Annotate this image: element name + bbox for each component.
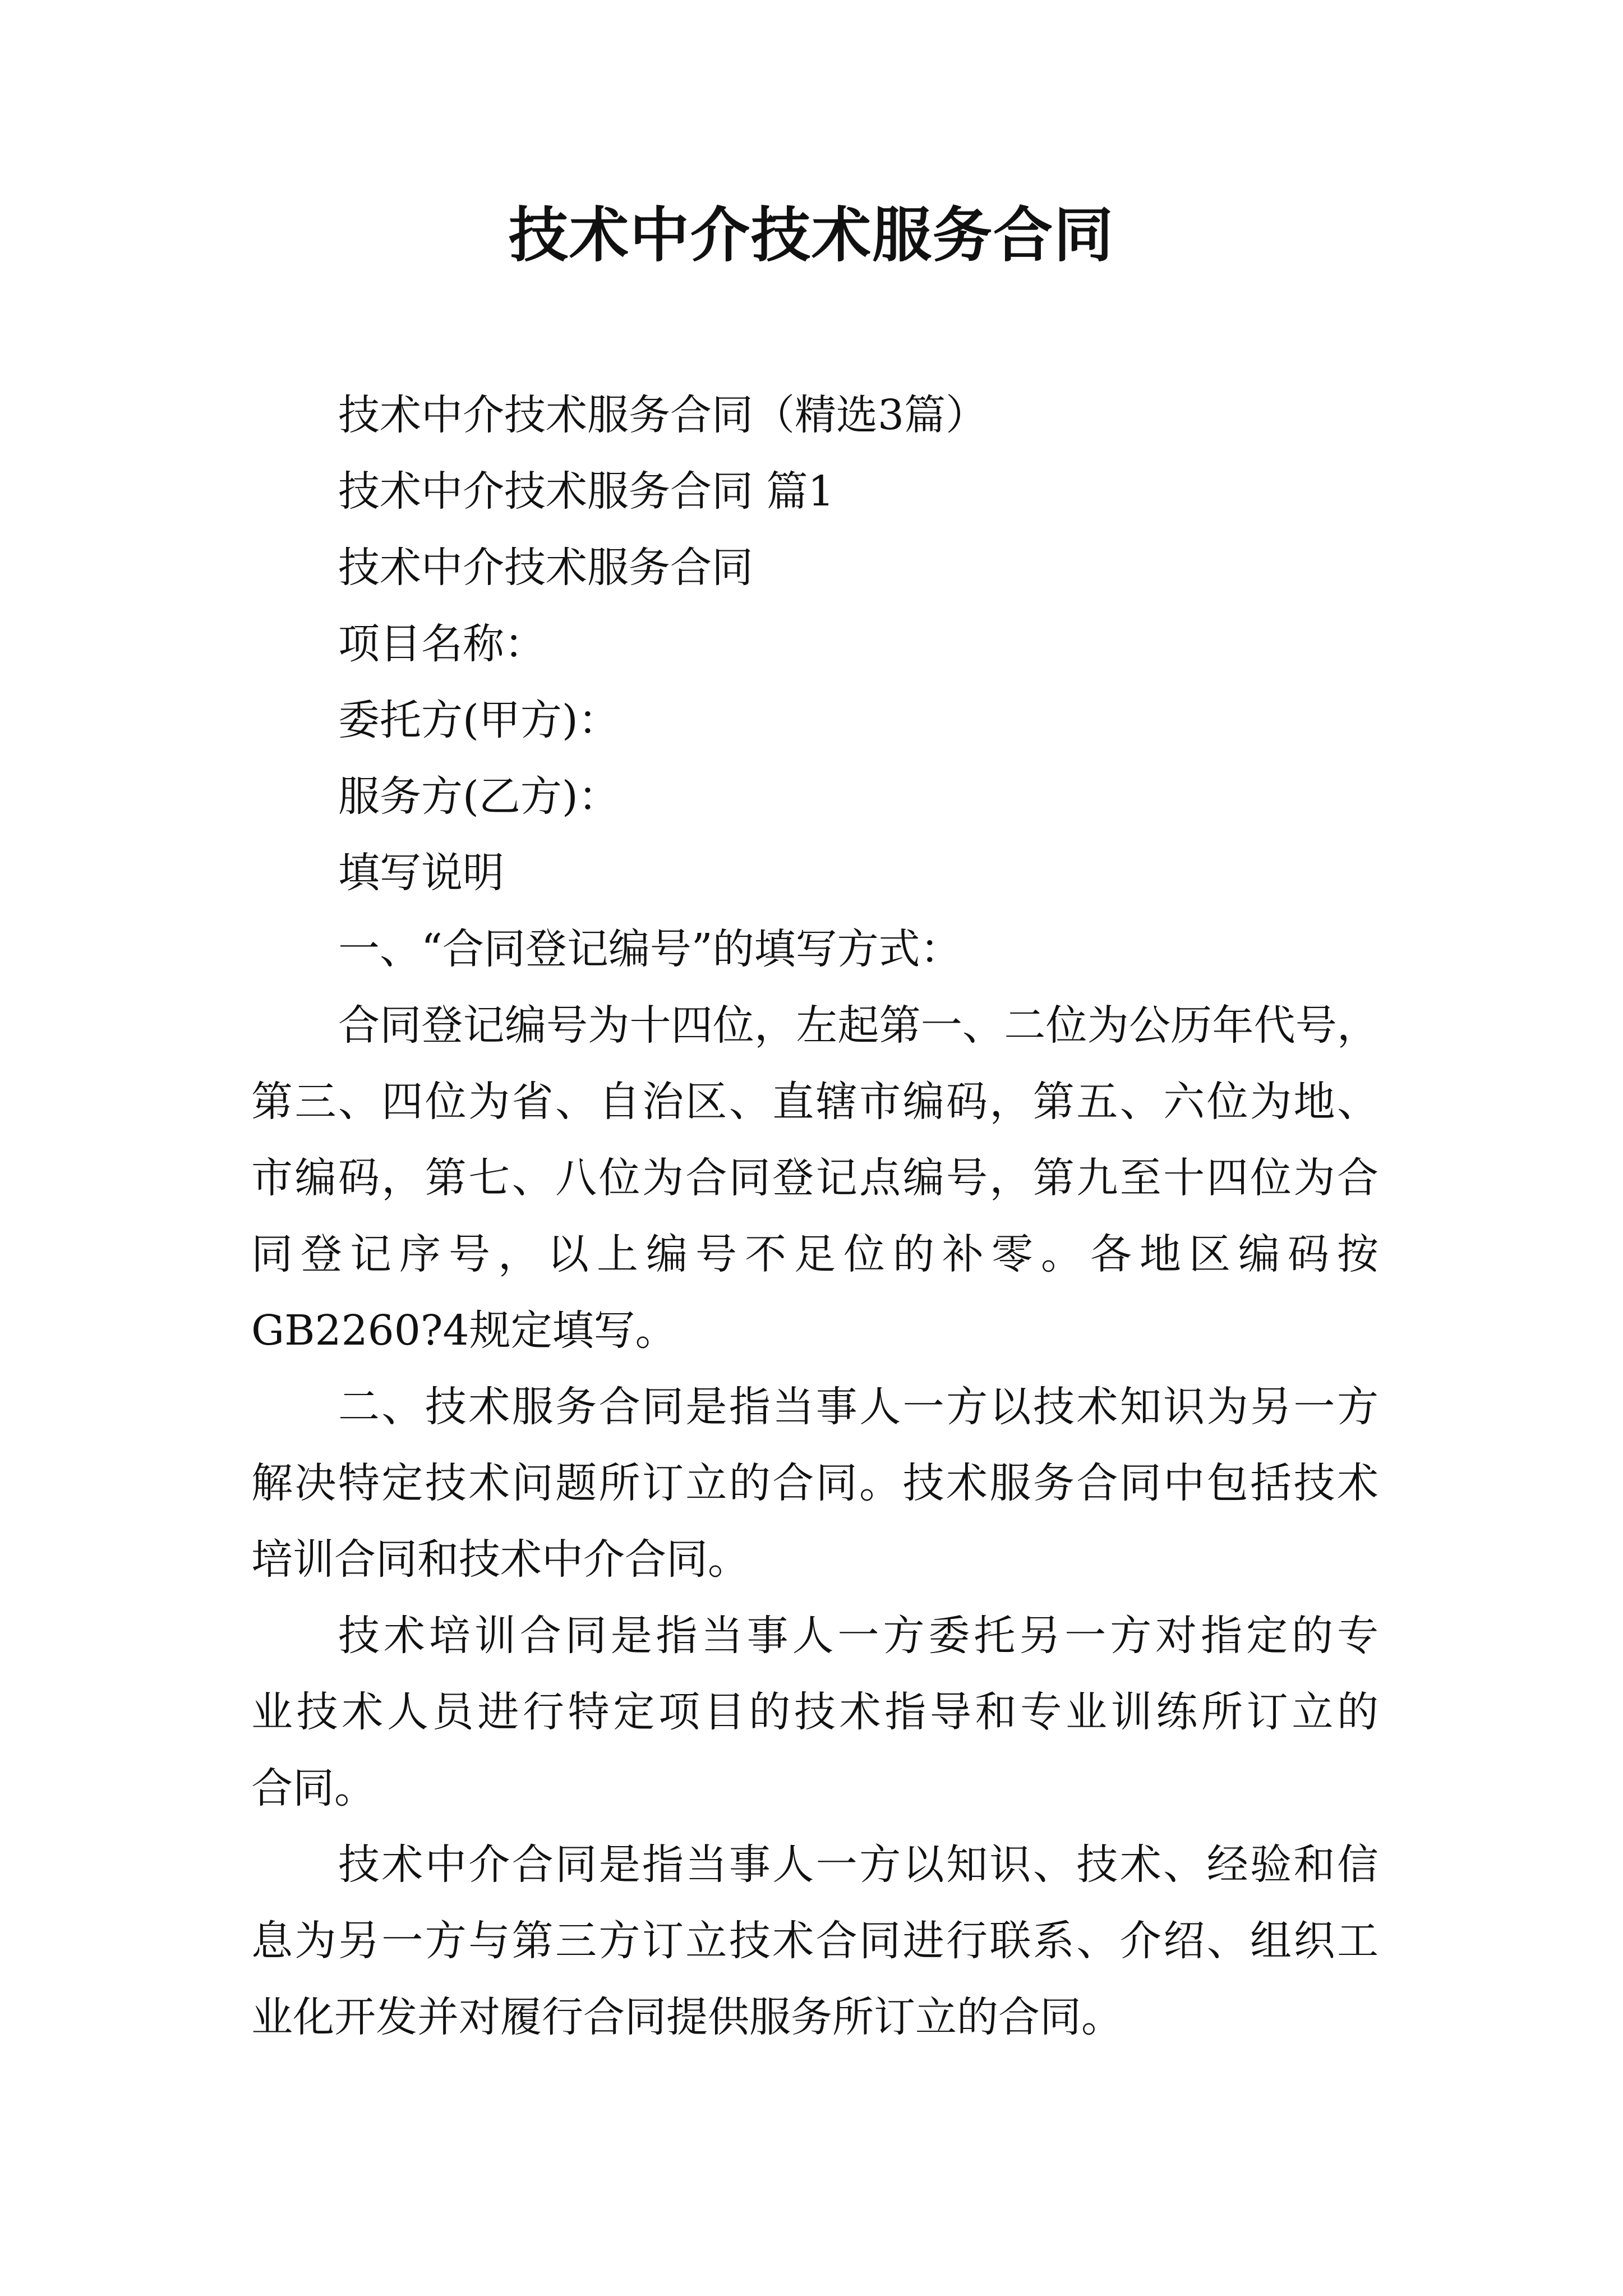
line-chapter-heading: 技术中介技术服务合同 篇1 xyxy=(338,467,834,516)
paragraph-line: 技术培训合同是指当事人一方委托另一方对指定的专 xyxy=(338,1612,1378,1660)
paragraph-line: 合同。 xyxy=(251,1764,376,1812)
line-party-a: 委托方(甲方)： xyxy=(338,696,620,744)
paragraph-line: 同登记序号，以上编号不足位的补零。各地区编码按 xyxy=(251,1230,1378,1278)
paragraph-line: 市编码，第七、八位为合同登记点编号，第九至十四位为合 xyxy=(251,1154,1378,1202)
line-contract-name: 技术中介技术服务合同 xyxy=(338,544,753,592)
document-title: 技术中介技术服务合同 xyxy=(509,201,1114,270)
line-instructions-heading: 填写说明 xyxy=(338,849,504,897)
paragraph-line: 业化开发并对履行合同提供服务所订立的合同。 xyxy=(251,1993,1123,2041)
paragraph-line: 技术中介合同是指当事人一方以知识、技术、经验和信 xyxy=(338,1841,1378,1889)
paragraph-line: 二、技术服务合同是指当事人一方以技术知识为另一方 xyxy=(338,1383,1378,1431)
paragraph-line: 培训合同和技术中介合同。 xyxy=(251,1535,749,1584)
paragraph-line: 第三、四位为省、自治区、直辖市编码，第五、六位为地、 xyxy=(251,1078,1378,1126)
line-project-name: 项目名称： xyxy=(338,620,546,668)
paragraph-line: 解决特定技术问题所订立的合同。技术服务合同中包括技术 xyxy=(251,1459,1378,1507)
line-party-b: 服务方(乙方)： xyxy=(338,772,620,821)
paragraph-line: 息为另一方与第三方订立技术合同进行联系、介绍、组织工 xyxy=(251,1917,1378,1965)
line-section-one-heading: 一、“合同登记编号”的填写方式： xyxy=(338,925,962,973)
line-subtitle: 技术中介技术服务合同（精选3篇） xyxy=(338,391,988,439)
paragraph-line: 合同登记编号为十四位，左起第一、二位为公历年代号， xyxy=(338,1001,1378,1050)
paragraph-line: 业技术人员进行特定项目的技术指导和专业训练所订立的 xyxy=(251,1688,1378,1736)
paragraph-line: GB2260?4规定填写。 xyxy=(251,1306,677,1355)
